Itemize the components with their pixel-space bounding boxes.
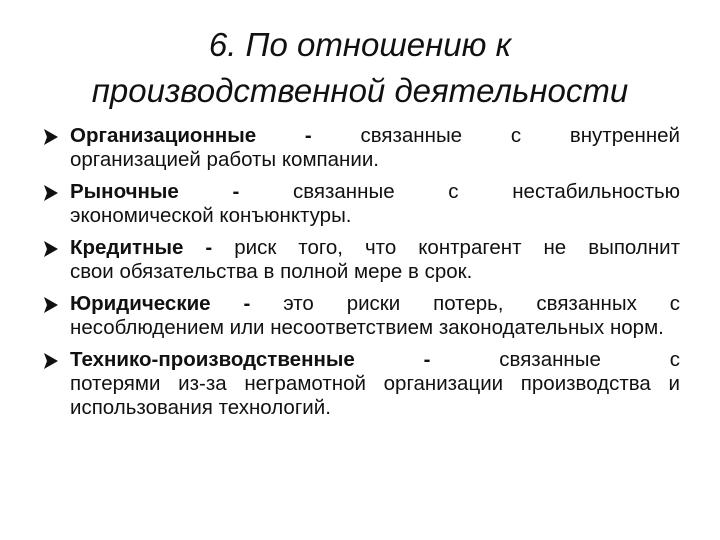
arrow-bullet-icon xyxy=(42,184,60,202)
item-term: Кредитные xyxy=(70,236,184,259)
item-dash: - xyxy=(178,180,293,203)
item-line1-text: связанные с нестабильностью xyxy=(293,180,681,203)
item-description: потерями из-за неграмотной организации производства и использования технологий. xyxy=(70,372,680,419)
list-item-organizational xyxy=(42,124,680,172)
item-first-line xyxy=(70,180,680,204)
item-first-line xyxy=(70,292,680,316)
item-term: Юридические xyxy=(70,292,211,315)
item-term: Организационные xyxy=(70,124,257,147)
slide-title-line-1: 6. По отношению к xyxy=(208,26,512,63)
item-line1-text: связанные с внутренней xyxy=(360,124,680,147)
item-first-line xyxy=(70,236,680,260)
item-dash: - xyxy=(354,348,500,371)
list-item-legal xyxy=(42,292,680,340)
item-term: Рыночные xyxy=(70,180,179,203)
list-item-technical xyxy=(42,348,680,420)
item-line1-text: связанные с xyxy=(499,348,680,371)
item-dash: - xyxy=(210,292,284,315)
arrow-bullet-icon xyxy=(42,128,60,146)
arrow-bullet-icon xyxy=(42,296,60,314)
item-description: свои обязательства в полной мере в срок. xyxy=(70,260,473,283)
item-first-line xyxy=(70,348,680,372)
item-description: организацией работы компании. xyxy=(70,148,379,171)
arrow-bullet-icon xyxy=(42,352,60,370)
item-description: несоблюдением или несоответствием законодательных норм. xyxy=(70,316,664,339)
item-first-line xyxy=(70,124,680,148)
slide-title xyxy=(30,22,690,114)
item-dash: - xyxy=(183,236,235,259)
item-description: экономической конъюнктуры. xyxy=(70,204,352,227)
list-item-market xyxy=(42,180,680,228)
item-line1-text: риск того, что контрагент не выполнит xyxy=(234,236,681,259)
slide-title-line-2: производственной деятельности xyxy=(91,72,629,109)
item-dash: - xyxy=(256,124,361,147)
item-term: Технико-производственные xyxy=(70,348,355,371)
list-item-credit xyxy=(42,236,680,284)
arrow-bullet-icon xyxy=(42,240,60,258)
risk-list xyxy=(42,124,680,428)
item-line1-text: это риски потерь, связанных с xyxy=(283,292,681,315)
